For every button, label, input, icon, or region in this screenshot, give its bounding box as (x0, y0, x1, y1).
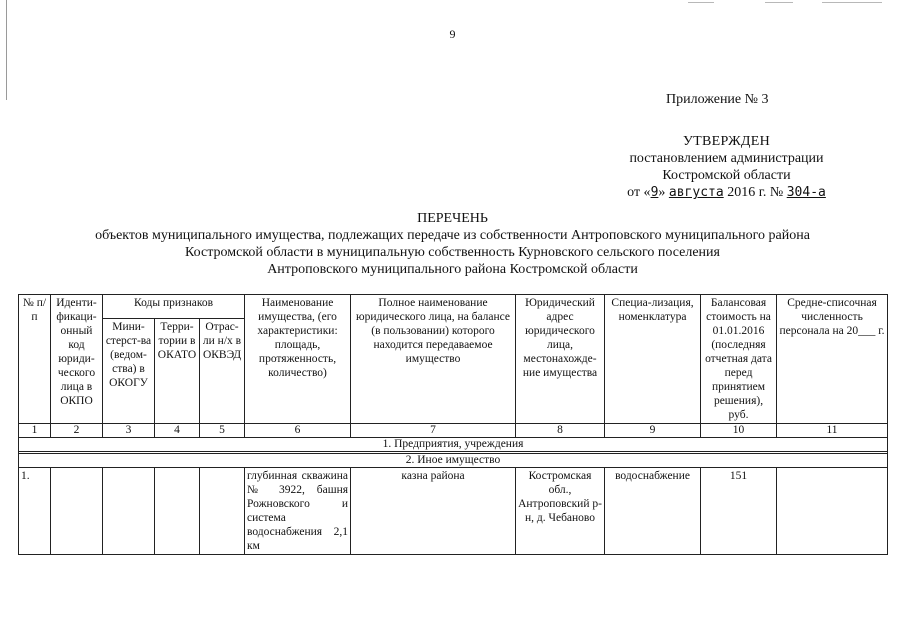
column-number: 4 (155, 424, 200, 438)
approved-heading: УТВЕРЖДЕН (682, 134, 771, 149)
cell-okved (200, 468, 245, 555)
property-table (18, 294, 888, 555)
column-number: 1 (19, 424, 51, 438)
list-title-line: Антроповского муниципального района Костромской области (267, 262, 638, 277)
approval-line: Костромской области (662, 168, 791, 183)
section-row (19, 438, 888, 452)
list-title-line: объектов муниципального имущества, подлежащих передаче из собственности Антроповского муниципального района (95, 228, 810, 243)
appendix-label: Приложение № 3 (666, 92, 769, 107)
header-spec: Специа-лизация, номенклатура (605, 295, 701, 424)
column-number: 11 (777, 424, 888, 438)
cell-address: Костромская обл., Антроповский р-н, д. Чебаново (516, 468, 605, 555)
section-heading: 2. Иное имущество (19, 454, 888, 468)
page-number: 9 (449, 27, 456, 41)
handwritten-month: августа (668, 185, 724, 200)
header-address: Юридический адрес юридического лица, местонахожде-ние имущества (516, 295, 605, 424)
approval-line: постановлением администрации (629, 151, 824, 166)
approval-date-line (594, 184, 859, 201)
handwritten-number: 304-а (786, 185, 826, 200)
cell-spec: водоснабжение (605, 468, 701, 555)
header-codes: Коды признаков (103, 295, 245, 319)
table-row (19, 468, 888, 555)
table-header-row (19, 295, 888, 319)
cell-holder: казна района (351, 468, 516, 555)
scan-mark (765, 2, 793, 3)
cell-value: 151 (701, 468, 777, 555)
section-row (19, 454, 888, 468)
column-number: 2 (51, 424, 103, 438)
handwritten-day: 9 (650, 185, 659, 200)
date-mid: » (658, 185, 666, 200)
header-okogu: Мини-стерст-ва (ведом-ства) в ОКОГУ (103, 319, 155, 424)
date-suffix: 2016 г. № (727, 185, 784, 200)
scan-mark (822, 2, 882, 3)
section-heading: 1. Предприятия, учреждения (19, 438, 888, 452)
column-number: 7 (351, 424, 516, 438)
cell-name: глубинная скважина № 3922, башня Рожновского и система водоснабжения 2,1 км (245, 468, 351, 555)
column-number: 9 (605, 424, 701, 438)
header-staff: Средне-списочная численность персонала на 20___ г. (777, 295, 888, 424)
header-okato: Терри-тории в ОКАТО (155, 319, 200, 424)
header-okved: Отрас-ли н/х в ОКВЭД (200, 319, 245, 424)
list-title (0, 210, 905, 278)
header-name: Наименование имущества, (его характеристики: площадь, протяженность, количество) (245, 295, 351, 424)
column-number: 3 (103, 424, 155, 438)
cell-okato (155, 468, 200, 555)
column-number-row (19, 424, 888, 438)
column-number: 8 (516, 424, 605, 438)
cell-num: 1. (19, 468, 51, 555)
column-number: 5 (200, 424, 245, 438)
date-prefix: от « (627, 185, 651, 200)
approval-block (594, 133, 859, 201)
header-num: № п/п (19, 295, 51, 424)
cell-okogu (103, 468, 155, 555)
column-number: 10 (701, 424, 777, 438)
cell-okpo (51, 468, 103, 555)
scan-edge-line (6, 0, 7, 100)
header-okpo: Иденти-фикаци-онный код юриди-ческого лица в ОКПО (51, 295, 103, 424)
scan-mark (688, 2, 714, 3)
list-heading: ПЕРЕЧЕНЬ (417, 211, 488, 226)
column-number: 6 (245, 424, 351, 438)
list-title-line: Костромской области в муниципальную собственность Курновского сельского поселения (185, 245, 720, 260)
header-value: Балансовая стоимость на 01.01.2016 (последняя отчетная дата перед принятием решения), руб. (701, 295, 777, 424)
header-holder: Полное наименование юридического лица, на балансе (в пользовании) которого находится передаваемое имущество (351, 295, 516, 424)
cell-staff (777, 468, 888, 555)
